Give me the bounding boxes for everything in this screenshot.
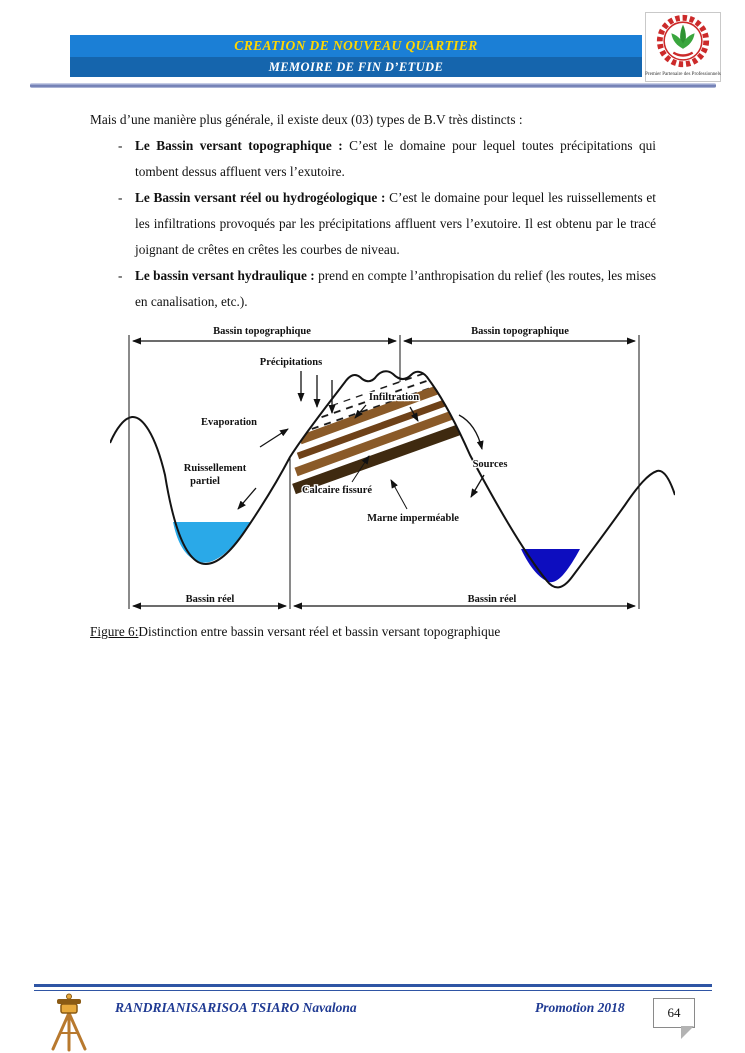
subtitle-banner bbox=[70, 57, 642, 77]
label-bassin-reel-right: Bassin réel bbox=[467, 594, 517, 605]
left-lake bbox=[173, 522, 251, 563]
header-divider bbox=[30, 83, 716, 88]
list-item bbox=[90, 185, 656, 263]
intro-paragraph: Mais d’une manière plus générale, il existe deux (03) types de B.V très distincts : bbox=[90, 112, 523, 127]
list-dash: - bbox=[118, 138, 123, 153]
page-fold-icon bbox=[681, 1026, 694, 1039]
evaporation-arrow bbox=[260, 429, 288, 447]
geology-strata bbox=[294, 359, 500, 489]
footer-author: RANDRIANISARISOA TSIARO Navalona bbox=[115, 1000, 357, 1015]
footer-divider bbox=[34, 984, 712, 991]
title-banner bbox=[70, 35, 642, 57]
item-text: prend en compte l’anthropisation du relief (les routes, les mises en canalisation, etc.). bbox=[135, 268, 657, 309]
school-logo-emblem-icon bbox=[654, 13, 712, 71]
figure-caption-text: Distinction entre bassin versant réel et bassin versant topographique bbox=[138, 624, 501, 639]
label-precipitations: Précipitations bbox=[259, 357, 323, 368]
figure-diagram bbox=[110, 325, 675, 615]
list-dash: - bbox=[118, 268, 123, 283]
item-term: Le bassin versant hydraulique : bbox=[135, 268, 315, 283]
bullet-list bbox=[90, 133, 656, 315]
school-logo-caption: Premier Partenaire des Professionnels bbox=[645, 72, 721, 77]
list-item bbox=[90, 133, 656, 185]
label-ruissellement: Ruissellement bbox=[183, 463, 247, 474]
surveyor-logo bbox=[33, 993, 105, 1053]
theodolite-icon bbox=[33, 993, 105, 1053]
footer-promotion: Promotion 2018 bbox=[535, 1000, 625, 1015]
label-calcaire-fissure: Calcaire fissuré bbox=[301, 485, 373, 496]
item-text: C’est le domaine pour lequel les ruissellements et les infiltrations provoqués par les précipitations affluent vers l’exutoire. Il est obtenu par le tracé joignant de crêtes en crêtes les courbes de niveau. bbox=[135, 190, 656, 257]
runoff-arrow bbox=[238, 488, 256, 509]
label-evaporation: Evaporation bbox=[200, 417, 258, 428]
label-bassin-topographique-left: Bassin topographique bbox=[213, 326, 311, 337]
marl-leader-line bbox=[391, 480, 407, 509]
page-header-subtitle: MEMOIRE DE FIN D’ETUDE bbox=[268, 59, 444, 74]
list-dash: - bbox=[118, 190, 123, 205]
label-bassin-topographique-right: Bassin topographique bbox=[471, 326, 569, 337]
label-partiel: partiel bbox=[190, 476, 220, 487]
item-text: C’est le domaine pour lequel toutes précipitations qui tombent dessus affluent vers l’exutoire. bbox=[135, 138, 656, 179]
label-bassin-reel-left: Bassin réel bbox=[185, 594, 235, 605]
page-number-box bbox=[653, 998, 695, 1028]
figure-caption bbox=[90, 624, 500, 640]
sources-flow-arrow bbox=[459, 415, 482, 449]
page-number: 64 bbox=[667, 1005, 681, 1020]
label-marne-impermeable: Marne imperméable bbox=[367, 513, 459, 524]
item-term: Le Bassin versant topographique : bbox=[135, 138, 343, 153]
figure-caption-label: Figure 6: bbox=[90, 624, 139, 639]
item-term: Le Bassin versant réel ou hydrogéologique : bbox=[135, 190, 386, 205]
school-logo bbox=[645, 12, 721, 82]
watershed-cross-section bbox=[110, 325, 675, 615]
page-header-title: CREATION DE NOUVEAU QUARTIER bbox=[234, 38, 478, 53]
list-item bbox=[90, 263, 656, 315]
label-sources: Sources bbox=[472, 459, 508, 470]
sources-outflow-arrow bbox=[471, 475, 484, 497]
label-infiltration: Infiltration bbox=[368, 392, 420, 403]
